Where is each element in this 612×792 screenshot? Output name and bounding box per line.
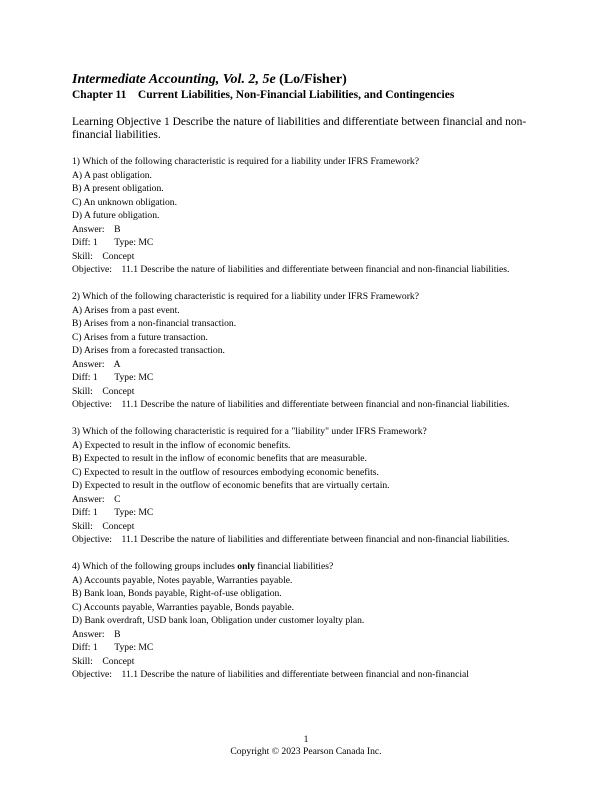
- book-title: [72, 72, 542, 88]
- difficulty-line: Diff: 1 Type: MC: [72, 507, 154, 518]
- option-c: C) An unknown obligation.: [72, 196, 177, 208]
- stem-part-before: 4) Which of the following groups includes: [72, 561, 238, 572]
- difficulty-line: Diff: 1 Type: MC: [72, 642, 154, 653]
- skill-line: Skill: Concept: [72, 385, 135, 397]
- option-a: A) Arises from a past event.: [72, 304, 180, 316]
- difficulty-line: Diff: 1 Type: MC: [72, 372, 154, 383]
- option-b: B) Expected to result in the inflow of economic benefits that are measurable.: [72, 453, 367, 464]
- objective-line: Objective: 11.1 Describe the nature of liabilities and differentiate between financial and non-financial: [72, 669, 469, 680]
- option-d: D) Expected to result in the outflow of economic benefits that are virtually certain.: [72, 480, 390, 491]
- stem-part-after: financial liabilities?: [254, 561, 334, 572]
- answer-line: Answer: C: [72, 493, 121, 505]
- option-c: C) Arises from a future transaction.: [72, 331, 208, 343]
- question-stem: [72, 560, 542, 574]
- question-stem: 3) Which of the following characteristic is required for a "liability" under IFRS Framework?: [72, 426, 427, 437]
- objective-line: Objective: 11.1 Describe the nature of liabilities and differentiate between financial and non-financial liabilities.: [72, 399, 510, 410]
- option-d: D) Bank overdraft, USD bank loan, Obligation under customer loyalty plan.: [72, 615, 365, 626]
- question-3: [72, 425, 542, 547]
- option-d: D) Arises from a forecasted transaction.: [72, 345, 225, 356]
- option-a: A) Expected to result in the inflow of economic benefits.: [72, 439, 291, 451]
- book-title-italic: Intermediate Accounting, Vol. 2, 5e: [72, 72, 276, 87]
- question-stem: 1) Which of the following characteristic is required for a liability under IFRS Framework?: [72, 156, 419, 167]
- option-b: B) Arises from a non-financial transaction.: [72, 318, 237, 329]
- skill-line: Skill: Concept: [72, 655, 135, 667]
- chapter-heading: Chapter 11 Current Liabilities, Non-Financial Liabilities, and Contingencies: [72, 89, 455, 101]
- page-number: 1: [303, 734, 309, 745]
- question-4: [72, 560, 542, 682]
- question-2: [72, 290, 542, 412]
- question-1: [72, 155, 542, 277]
- skill-line: Skill: Concept: [72, 520, 135, 532]
- stem-emphasis-only: only: [237, 561, 255, 572]
- copyright-notice: Copyright © 2023 Pearson Canada Inc.: [230, 746, 382, 757]
- option-c: C) Accounts payable, Warranties payable, Bonds payable.: [72, 601, 295, 613]
- question-stem: 2) Which of the following characteristic is required for a liability under IFRS Framework?: [72, 291, 419, 302]
- objective-line: Objective: 11.1 Describe the nature of liabilities and differentiate between financial and non-financial liabilities.: [72, 264, 510, 275]
- answer-line: Answer: A: [72, 358, 121, 370]
- answer-line: Answer: B: [72, 223, 121, 235]
- option-d: D) A future obligation.: [72, 210, 160, 221]
- book-title-authors: (Lo/Fisher): [275, 72, 347, 87]
- objective-line: Objective: 11.1 Describe the nature of liabilities and differentiate between financial and non-financial liabilities.: [72, 534, 510, 545]
- option-a: A) A past obligation.: [72, 169, 152, 181]
- option-a: A) Accounts payable, Notes payable, Warranties payable.: [72, 574, 293, 586]
- page-content: [72, 72, 542, 695]
- difficulty-line: Diff: 1 Type: MC: [72, 237, 154, 248]
- option-c: C) Expected to result in the outflow of resources embodying economic benefits.: [72, 466, 379, 478]
- skill-line: Skill: Concept: [72, 250, 135, 262]
- option-b: B) Bank loan, Bonds payable, Right-of-use obligation.: [72, 588, 282, 599]
- answer-line: Answer: B: [72, 628, 121, 640]
- learning-objective: Learning Objective 1 Describe the nature of liabilities and differentiate between financial and non-financial liabilities.: [72, 116, 527, 141]
- option-b: B) A present obligation.: [72, 183, 164, 194]
